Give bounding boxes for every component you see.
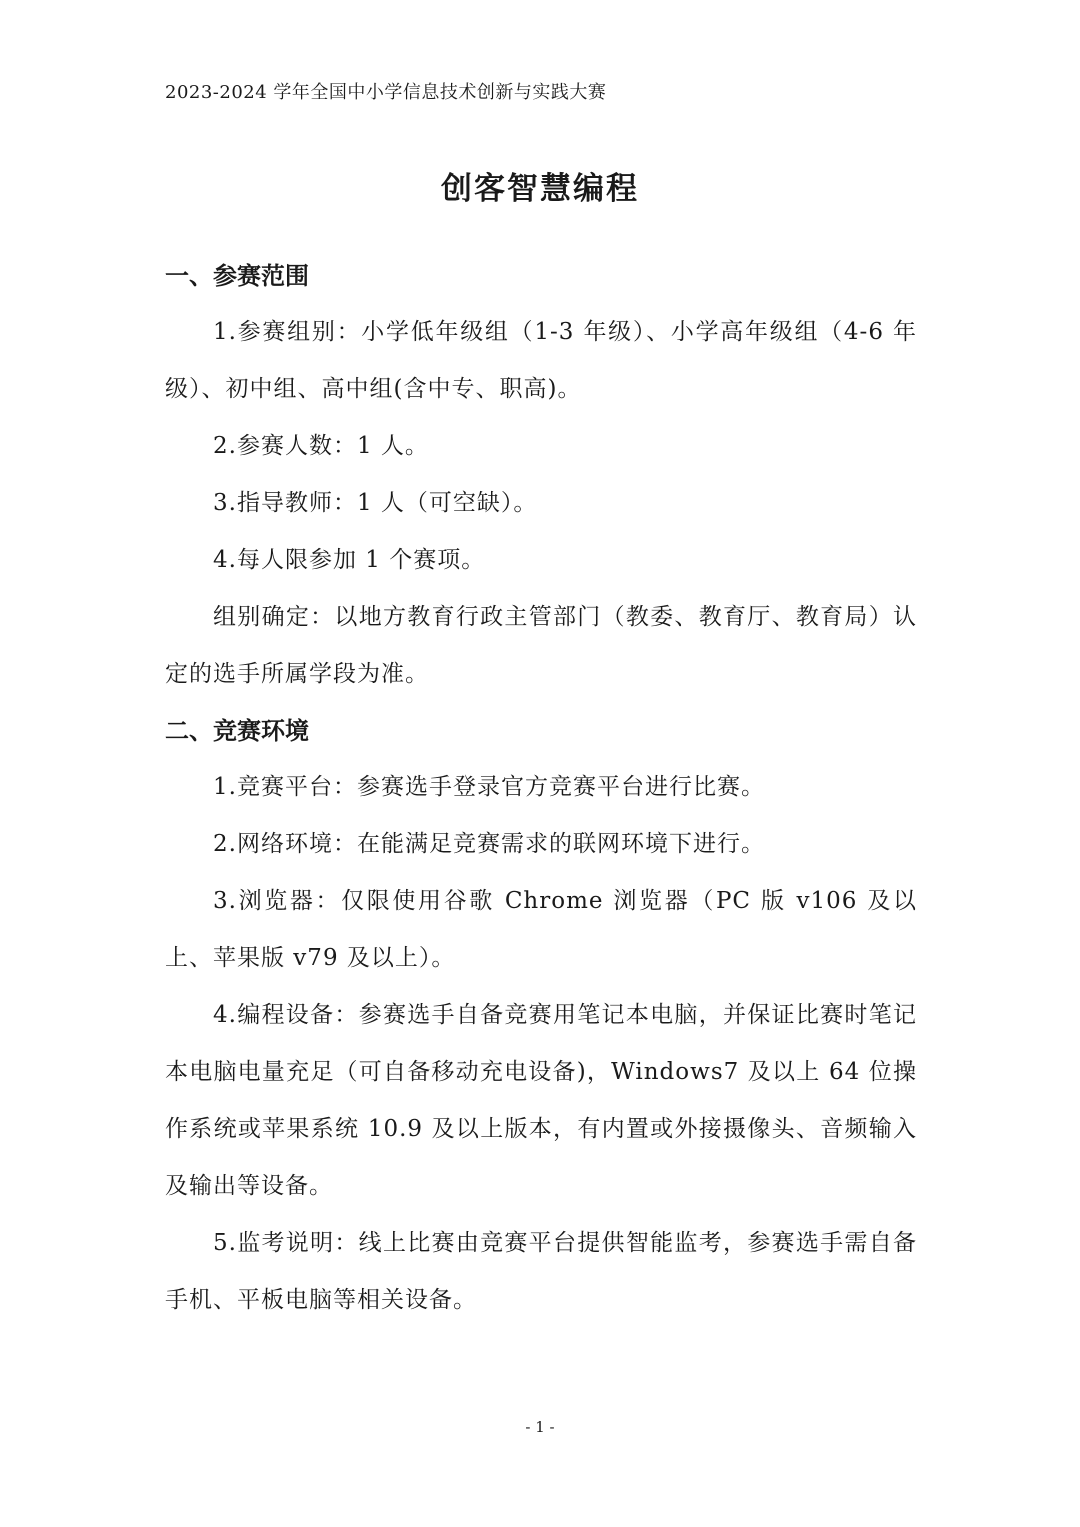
document-title: 创客智慧编程 bbox=[441, 171, 639, 207]
paragraph: 1.竞赛平台：参赛选手登录官方竞赛平台进行比赛。 bbox=[213, 774, 765, 800]
page-number: - 1 - bbox=[525, 1418, 555, 1436]
section-heading: 二、竞赛环境 bbox=[165, 717, 309, 745]
page-header: 2023-2024 学年全国中小学信息技术创新与实践大赛 bbox=[165, 82, 607, 103]
paragraph: 4.编程设备：参赛选手自备竞赛用笔记本电脑，并保证比赛时笔记本电脑电量充足（可自备移动充电设备)，Windows7 及以上 64 位操作系统或苹果系统 10.9 及以上版本，有内置或外接摄像头、音频输入及输出等设备。 bbox=[165, 1002, 917, 1199]
paragraph: 3.指导教师：1 人（可空缺）。 bbox=[213, 490, 538, 516]
paragraph: 5.监考说明：线上比赛由竞赛平台提供智能监考，参赛选手需自备手机、平板电脑等相关设备。 bbox=[165, 1230, 917, 1313]
paragraph: 1.参赛组别：小学低年级组（1-3 年级）、小学高年级组（4-6 年级）、初中组、高中组(含中专、职高)。 bbox=[165, 319, 917, 402]
paragraph: 2.网络环境：在能满足竞赛需求的联网环境下进行。 bbox=[213, 831, 765, 857]
paragraph: 3.浏览器：仅限使用谷歌 Chrome 浏览器（PC 版 v106 及以上、苹果版 v79 及以上）。 bbox=[165, 888, 917, 971]
paragraph: 4.每人限参加 1 个赛项。 bbox=[213, 547, 486, 573]
section-participation-scope bbox=[165, 248, 917, 703]
section-competition-environment bbox=[165, 703, 917, 1329]
section-heading: 一、参赛范围 bbox=[165, 262, 309, 290]
document-body bbox=[165, 248, 917, 1329]
paragraph: 2.参赛人数：1 人。 bbox=[213, 433, 429, 459]
paragraph: 组别确定：以地方教育行政主管部门（教委、教育厅、教育局）认定的选手所属学段为准。 bbox=[165, 604, 917, 687]
